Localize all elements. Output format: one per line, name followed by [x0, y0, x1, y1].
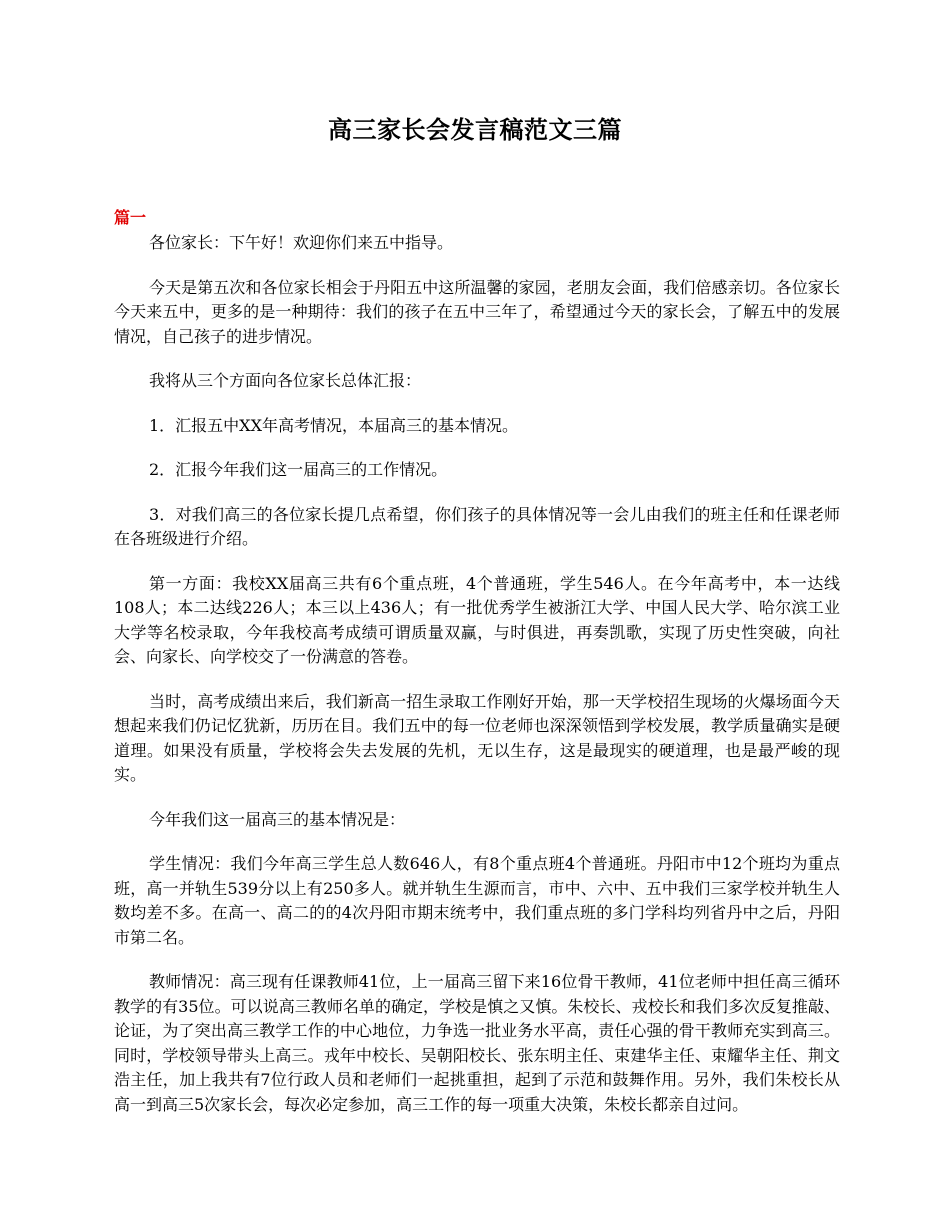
section-label: 篇一 — [114, 208, 147, 227]
paragraph-recruitment: 当时，高考成绩出来后，我们新高一招生录取工作刚好开始，那一天学校招生现场的火爆场面今天想起来我们仍记忆犹新，历历在目。我们五中的每一位老师也深深领悟到学校发展，教学质量确实是硬道理。如果没有质量，学校将会失去发展的先机，无以生存，这是最现实的硬道理，也是最严峻的现实。 — [114, 691, 840, 784]
paragraph-intro: 今天是第五次和各位家长相会于丹阳五中这所温馨的家园，老朋友会面，我们倍感亲切。各位家长今天来五中，更多的是一种期待：我们的孩子在五中三年了，希望通过今天的家长会，了解五中的发展情况，自己孩子的进步情况。 — [114, 277, 840, 346]
paragraph-greeting: 各位家长：下午好！欢迎你们来五中指导。 — [149, 233, 454, 252]
paragraph-basic-situation: 今年我们这一届高三的基本情况是： — [149, 809, 406, 829]
paragraph-student-situation: 学生情况：我们今年高三学生总人数646人，有8个重点班4个普通班。丹阳市中12个班均为重点班，高一并轨生539分以上有250多人。就并轨生生源而言，市中、六中、五中我们三家学校并轨生人数均差不多。在高一、高二的的4次丹阳市期末统考中，我们重点班的多门学科均列省丹中之后，丹阳市第二名。 — [114, 854, 840, 947]
document-body — [114, 207, 840, 1137]
paragraph-outline-item-2: 2．汇报今年我们这一届高三的工作情况。 — [149, 460, 448, 479]
document-title: 高三家长会发言稿范文三篇 — [328, 115, 622, 144]
paragraph-outline-item-1: 1．汇报五中XX年高考情况，本届高三的基本情况。 — [149, 415, 518, 435]
paragraph-outline-item-3: 3．对我们高三的各位家长提几点希望，你们孩子的具体情况等一会儿由我们的班主任和任课老师在各班级进行介绍。 — [114, 504, 840, 548]
paragraph-teacher-situation: 教师情况：高三现有任课教师41位，上一届高三留下来16位骨干教师，41位老师中担任高三循环教学的有35位。可以说高三教师名单的确定，学校是慎之又慎。朱校长、戎校长和我们多次反复推敲、论证，为了突出高三教学工作的中心地位，力争选一批业务水平高，责任心强的骨干教师充实到高三。同时，学校领导带头上高三。戎年中校长、吴朝阳校长、张东明主任、束建华主任、束耀华主任、荆文浩主任，加上我共有7位行政人员和老师们一起挑重担，起到了示范和鼓舞作用。另外，我们朱校长从高一到高三5次家长会，每次必定参加，高三工作的每一项重大决策，朱校长都亲自过问。 — [114, 972, 840, 1114]
paragraph-first-aspect: 第一方面：我校XX届高三共有6个重点班，4个普通班，学生546人。在今年高考中，本一达线108人；本二达线226人；本三以上436人；有一批优秀学生被浙江大学、中国人民大学、哈尔滨工业大学等名校录取，今年我校高考成绩可谓质量双赢，与时俱进，再奏凯歌，实现了历史性突破，向社会、向家长、向学校交了一份满意的答卷。 — [114, 573, 840, 666]
paragraph-report-outline: 我将从三个方面向各位家长总体汇报： — [149, 371, 422, 390]
